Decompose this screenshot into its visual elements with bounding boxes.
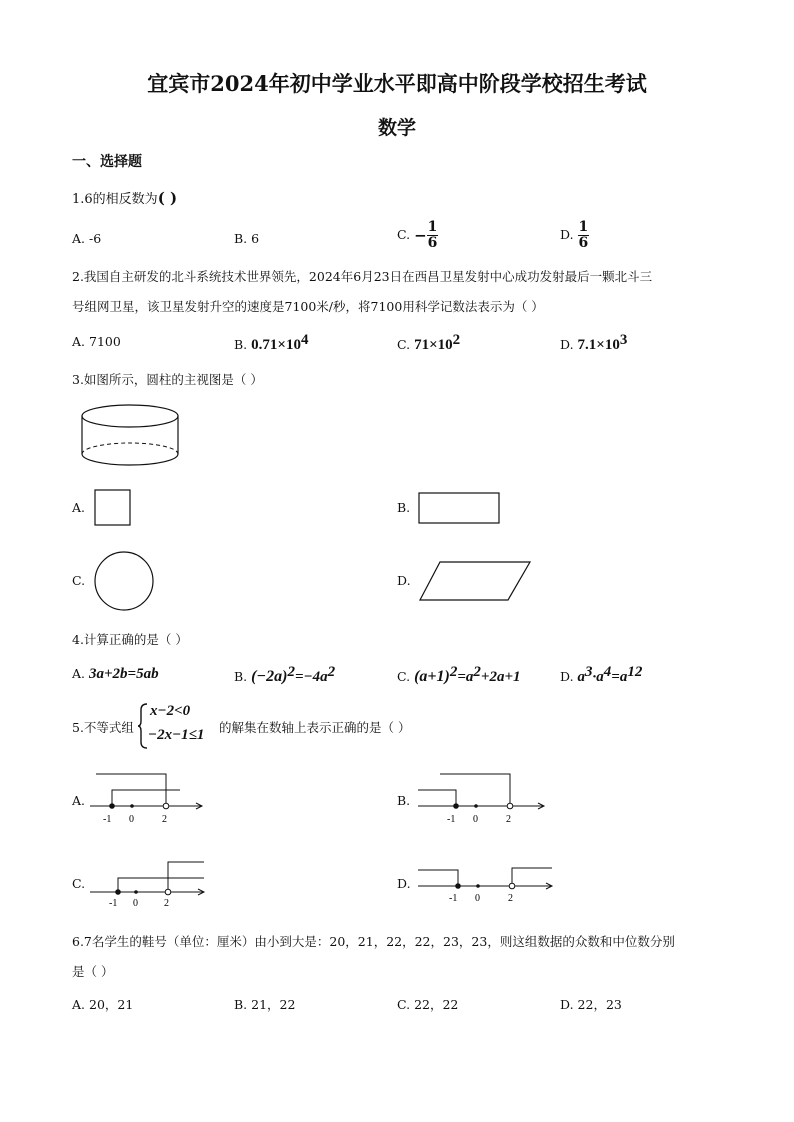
question-5-prefix: 5.不等式组 xyxy=(72,720,134,735)
question-3-stem: 3.如图所示，圆柱的主视图是（ ） xyxy=(72,372,263,387)
option-label: D. xyxy=(560,227,574,242)
q1-option-d[interactable] xyxy=(560,220,589,251)
exponent: 2 xyxy=(327,664,336,680)
option-label: D. xyxy=(560,669,574,685)
q6-option-a[interactable] xyxy=(72,995,133,1013)
option-text: 20，21 xyxy=(89,997,134,1012)
q6-option-b[interactable] xyxy=(234,995,295,1013)
q4-option-c[interactable] xyxy=(397,664,521,686)
number-line-d[interactable] xyxy=(414,856,558,910)
option-label: D. xyxy=(560,997,574,1012)
tick-label: 2 xyxy=(506,814,511,825)
parallelogram-view-option[interactable] xyxy=(418,560,534,604)
q6-option-d[interactable] xyxy=(560,995,622,1013)
math-expr: 7.1×10 xyxy=(577,337,620,354)
tick-label: 0 xyxy=(473,814,478,825)
q3-option-a-label[interactable]: A. xyxy=(72,500,86,515)
math-expr: 71×10 xyxy=(414,337,453,354)
denominator: 6 xyxy=(578,235,589,251)
tick-label: 2 xyxy=(162,814,167,825)
math-expr: +2a+1 xyxy=(480,669,521,686)
q6-option-c[interactable] xyxy=(397,995,458,1013)
math-expr: (a+1) xyxy=(414,668,450,686)
option-text: 6 xyxy=(251,231,260,246)
exponent: 3 xyxy=(585,664,593,680)
number-line-a[interactable] xyxy=(88,772,208,826)
option-label: D. xyxy=(560,337,574,353)
square-view-option[interactable] xyxy=(94,489,132,527)
circle-view-option[interactable] xyxy=(93,550,155,612)
q3-option-b-label[interactable]: B. xyxy=(397,500,411,515)
number-line-b[interactable] xyxy=(414,772,550,826)
subject-title: 数学 xyxy=(377,117,416,139)
q2-option-d[interactable] xyxy=(560,332,627,354)
numerator: 1 xyxy=(427,219,438,235)
math-expr: =−4a xyxy=(295,669,328,686)
inequality-1: x−2<0 xyxy=(150,703,191,719)
option-label: B. xyxy=(234,337,248,353)
denominator: 6 xyxy=(427,235,438,251)
option-label: C. xyxy=(397,997,411,1012)
question-2-line-2: 号组网卫星，该卫星发射升空的速度是7100米/秒，将7100用科学记数法表示为（ ） xyxy=(72,299,544,314)
tick-label: -1 xyxy=(447,814,456,825)
exponent: 4 xyxy=(300,332,309,348)
exponent: 2 xyxy=(449,664,458,680)
q1-option-b[interactable] xyxy=(234,231,259,246)
tick-label: -1 xyxy=(103,814,112,825)
q5-option-b-label[interactable]: B. xyxy=(397,793,411,808)
rectangle-view-option[interactable] xyxy=(418,492,502,526)
math-expr: a xyxy=(577,669,586,686)
q3-option-d-label[interactable]: D. xyxy=(397,573,411,588)
tick-label: 0 xyxy=(475,893,480,904)
math-expr: 0.71×10 xyxy=(251,337,301,354)
q5-option-d-label[interactable]: D. xyxy=(397,876,411,891)
inequality-2: −2x−1≤1 xyxy=(148,727,205,743)
question-5-suffix: 的解集在数轴上表示正确的是（ ） xyxy=(219,720,411,735)
question-1 xyxy=(72,188,177,207)
q2-option-c[interactable] xyxy=(397,332,460,354)
option-label: C. xyxy=(397,227,411,242)
q3-option-c-label[interactable]: C. xyxy=(72,573,86,588)
option-text: 22，23 xyxy=(577,997,622,1012)
option-text: -6 xyxy=(89,231,102,246)
cylinder-figure xyxy=(76,400,186,470)
q4-option-b[interactable] xyxy=(234,664,335,686)
math-expr: =a xyxy=(457,669,474,686)
question-6-line-1: 6.7名学生的鞋号（单位：厘米）由小到大是：20，21，22，22，23，23，则这组数据的众数和中位数分别 xyxy=(72,934,675,949)
section-heading: 一、选择题 xyxy=(72,154,142,170)
option-text: 21，22 xyxy=(251,997,296,1012)
option-label: B. xyxy=(234,231,248,246)
q4-option-a[interactable] xyxy=(72,666,159,683)
fraction xyxy=(427,220,439,251)
tick-label: 0 xyxy=(133,898,138,909)
option-label: B. xyxy=(234,997,248,1012)
tick-label: 2 xyxy=(508,893,513,904)
q1-option-c[interactable] xyxy=(397,220,438,251)
tick-label: 0 xyxy=(129,814,134,825)
number-line-c[interactable] xyxy=(88,856,212,910)
q2-option-a[interactable] xyxy=(72,334,121,349)
answer-paren: ( ) xyxy=(157,189,178,207)
tick-label: -1 xyxy=(449,893,458,904)
question-2-line-1: 2.我国自主研发的北斗系统技术世界领先，2024年6月23日在西昌卫星发射中心成功发射最后一颗北斗三 xyxy=(72,269,653,284)
exponent: 2 xyxy=(473,664,481,680)
q5-option-c-label[interactable]: C. xyxy=(72,876,86,891)
q5-option-a-label[interactable]: A. xyxy=(72,793,86,808)
tick-label: -1 xyxy=(109,898,118,909)
fraction xyxy=(578,220,590,251)
math-expr: (−2a) xyxy=(251,668,288,686)
option-text: 7100 xyxy=(89,334,121,349)
exponent: 12 xyxy=(627,664,643,680)
option-text: 22，22 xyxy=(414,997,459,1012)
option-label: A. xyxy=(72,666,86,681)
exponent: 2 xyxy=(452,332,461,348)
numerator: 1 xyxy=(578,219,589,235)
option-label: A. xyxy=(72,334,86,349)
exponent: 3 xyxy=(619,332,628,348)
question-1-stem: 1.6的相反数为 xyxy=(72,192,158,207)
math-expr: ·a xyxy=(592,669,604,686)
page-title: 宜宾市2024年初中学业水平即高中阶段学校招生考试 xyxy=(147,71,647,96)
option-label: C. xyxy=(397,669,411,685)
q4-option-d[interactable] xyxy=(560,664,642,686)
math-expr: =a xyxy=(611,669,628,686)
minus-sign: − xyxy=(414,226,427,245)
math-expr: 3a+2b=5ab xyxy=(89,666,159,682)
option-label: A. xyxy=(72,997,86,1012)
question-6-line-2: 是（ ） xyxy=(72,964,114,979)
question-4-stem: 4.计算正确的是（ ） xyxy=(72,632,188,647)
exponent: 2 xyxy=(287,664,296,680)
option-label: A. xyxy=(72,231,86,246)
exponent: 4 xyxy=(603,664,612,680)
tick-label: 2 xyxy=(164,898,169,909)
q1-option-a[interactable] xyxy=(72,231,101,246)
option-label: C. xyxy=(397,337,411,353)
option-label: B. xyxy=(234,669,248,685)
q2-option-b[interactable] xyxy=(234,332,308,354)
